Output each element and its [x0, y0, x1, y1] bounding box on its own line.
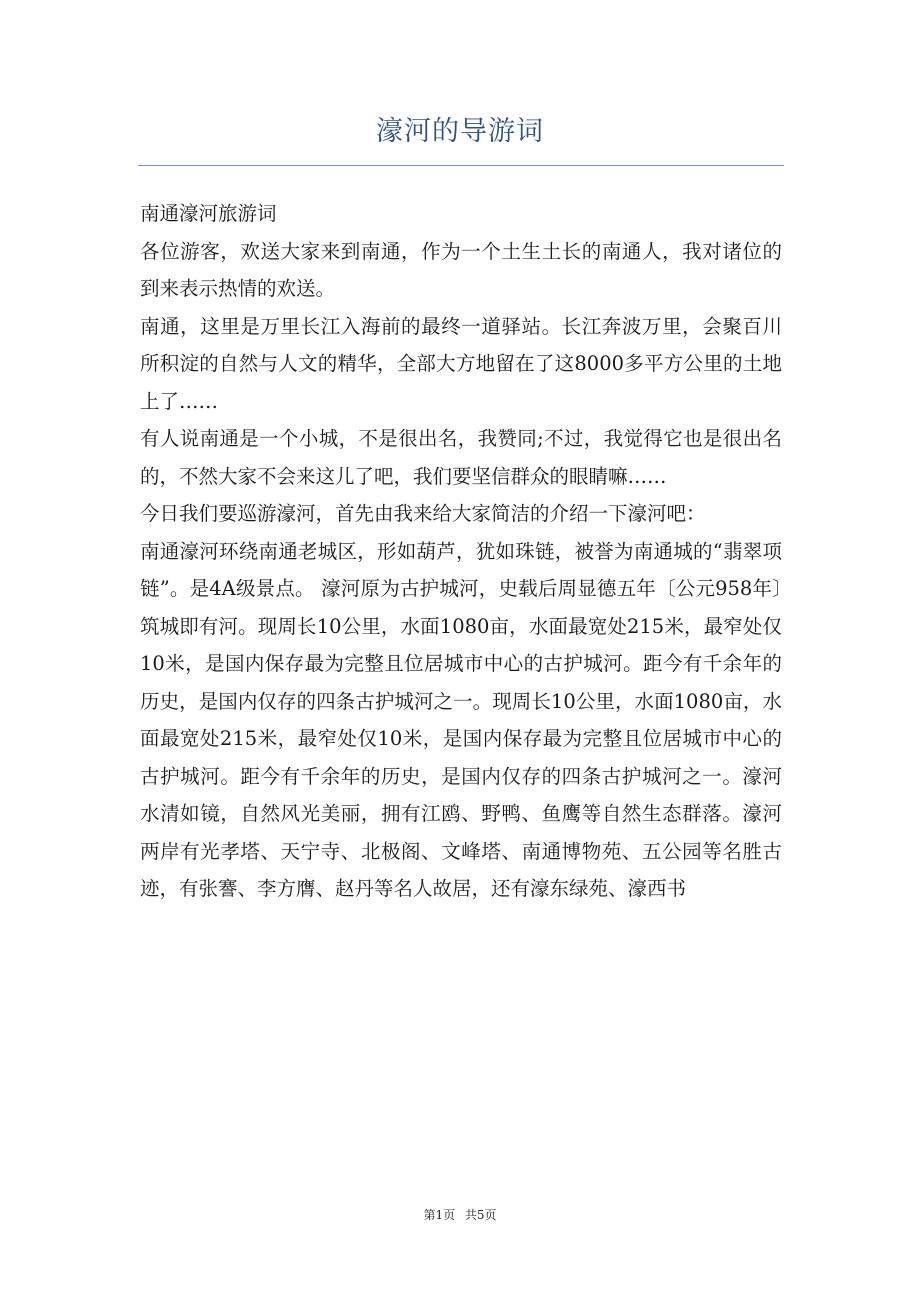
- paragraph-subtitle: 南通濠河旅游词: [140, 202, 277, 225]
- page-footer: [0, 1206, 920, 1223]
- paragraph-haohe: 南通濠河环绕南通老城区，形如葫芦，犹如珠链，被誉为南通城的“翡翠项链”。是4A级景点。 濠河原为古护城河，史载后周显德五年〔公元958年〕筑城即有河。现周长10公里，水面1080亩，水面最宽处215米，最窄处仅10米，是国内保存最为完整且位居城市中心的古护城河。距今有千余年的历史，是国内仅存的四条古护城河之一。现周长10公里，水面1080亩，水面最宽处215米，最窄处仅10米，是国内保存最为完整且位居城市中心的古护城河。距今有千余年的历史，是国内仅存的四条古护城河之一。濠河水清如镜，自然风光美丽，拥有江鸥、野鸭、鱼鹰等自然生态群落。濠河两岸有光孝塔、天宁寺、北极阁、文峰塔、南通博物苑、五公园等名胜古迹，有张謇、李方膺、赵丹等名人故居，还有濠东绿苑、濠西书: [140, 539, 782, 900]
- document-title: 濠河的导游词: [376, 116, 544, 147]
- title-divider: [138, 165, 784, 166]
- paragraph-nantong: 南通，这里是万里长江入海前的最终一道驿站。长江奔波万里，会聚百川所积淀的自然与人文的精华，全部大方地留在了这8000多平方公里的土地上了……: [140, 314, 782, 413]
- paragraph-welcome: 各位游客，欢送大家来到南通，作为一个土生土长的南通人，我对诸位的到来表示热情的欢送。: [140, 239, 782, 300]
- document-body: [140, 195, 782, 908]
- page-number: 第1页: [423, 1208, 456, 1222]
- paragraph-intro: 今日我们要巡游濠河，首先由我来给大家简洁的介绍一下濠河吧：: [140, 502, 706, 525]
- page-total: 共5页: [464, 1208, 497, 1222]
- paragraph-small-city: 有人说南通是一个小城，不是很出名，我赞同;不过，我觉得它也是很出名的，不然大家不会来这儿了吧，我们要坚信群众的眼睛嘛……: [140, 427, 782, 488]
